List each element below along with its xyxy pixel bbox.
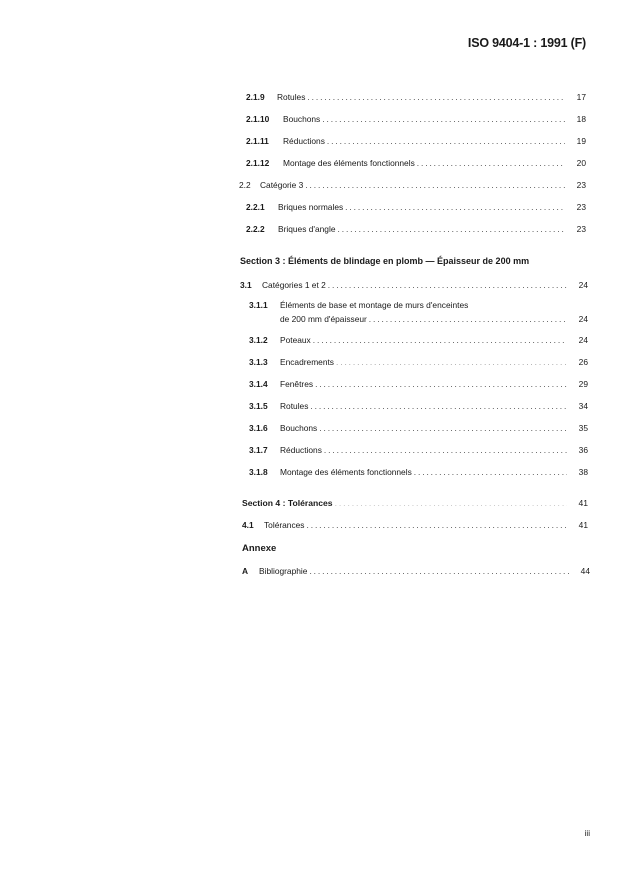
section-3-heading[interactable]: Section 3 : Éléments de blindage en plomb — Épaisseur de 200 mm xyxy=(240,256,530,266)
toc-entry-number: 4.1 xyxy=(242,520,254,530)
page-number: iii xyxy=(584,829,590,838)
toc-entry-number: 2.2 xyxy=(239,180,251,190)
toc-entry-3-1-8[interactable] xyxy=(0,465,622,479)
toc-entry-title: Catégories 1 et 2 xyxy=(262,280,326,290)
toc-entry-title: Briques normales xyxy=(278,202,344,212)
toc-entry-title: Fenêtres xyxy=(280,379,314,389)
toc-entry-page: 36 xyxy=(578,445,588,455)
toc-entry-2-1-10[interactable] xyxy=(0,112,622,126)
toc-entry-title: Catégorie 3 xyxy=(260,180,304,190)
toc-entry-2-2-1[interactable] xyxy=(0,200,622,214)
toc-entry-page: 41 xyxy=(578,498,588,508)
toc-entry-number: 2.2.2 xyxy=(246,224,265,234)
toc-entry-title: Rotules xyxy=(277,92,306,102)
toc-entry-title: Poteaux xyxy=(280,335,311,345)
toc-entry-title: Bouchons xyxy=(280,423,318,433)
toc-entry-title: Tolérances xyxy=(264,520,305,530)
toc-entry-page: 23 xyxy=(576,202,586,212)
toc-entry-3-1-3[interactable] xyxy=(0,355,622,369)
toc-entry-title-line1: Éléments de base et montage de murs d'enceintes xyxy=(280,300,469,310)
dot-leader xyxy=(305,178,565,192)
toc-entry-page: 23 xyxy=(576,180,586,190)
dot-leader xyxy=(414,465,567,479)
dot-leader xyxy=(335,496,567,510)
toc-entry-3-1-2[interactable] xyxy=(0,333,622,347)
toc-entry-page: 24 xyxy=(578,280,588,290)
dot-leader xyxy=(307,90,565,104)
toc-entry-page: 44 xyxy=(580,566,590,576)
dot-leader xyxy=(309,564,569,578)
toc-entry-number: A xyxy=(242,566,249,576)
dot-leader xyxy=(307,518,568,532)
toc-entry-3-1-6[interactable] xyxy=(0,421,622,435)
toc-entry-number: 3.1.1 xyxy=(249,300,268,310)
toc-entry-page: 24 xyxy=(578,335,588,345)
toc-entry-number: 2.2.1 xyxy=(246,202,265,212)
toc-entry-page: 26 xyxy=(578,357,588,367)
dot-leader xyxy=(328,278,567,292)
toc-entry-number: 2.1.10 xyxy=(246,114,270,124)
toc-entry-number: 3.1 xyxy=(240,280,252,290)
toc-entry-2-1-9[interactable] xyxy=(0,90,622,104)
toc-entry-number: 3.1.6 xyxy=(249,423,268,433)
section-4-heading[interactable] xyxy=(0,496,622,510)
toc-entry-title: Rotules xyxy=(280,401,309,411)
toc-entry-annex-a[interactable] xyxy=(0,564,622,578)
dot-leader xyxy=(324,443,567,457)
dot-leader xyxy=(327,134,565,148)
dot-leader xyxy=(315,377,567,391)
dot-leader xyxy=(345,200,565,214)
dot-leader xyxy=(313,333,567,347)
toc-entry-title: Réductions xyxy=(283,136,325,146)
toc-entry-2-2[interactable] xyxy=(0,178,622,192)
toc-entry-3-1-5[interactable] xyxy=(0,399,622,413)
dot-leader xyxy=(336,355,567,369)
toc-entry-4-1[interactable] xyxy=(0,518,622,532)
toc-entry-title: Bibliographie xyxy=(259,566,308,576)
toc-entry-2-1-11[interactable] xyxy=(0,134,622,148)
toc-entry-3-1-7[interactable] xyxy=(0,443,622,457)
toc-entry-number: 3.1.5 xyxy=(249,401,268,411)
toc-entry-title: Montage des éléments fonctionnels xyxy=(280,467,412,477)
toc-entry-3-1-4[interactable] xyxy=(0,377,622,391)
toc-entry-number: 2.1.11 xyxy=(246,136,269,146)
toc-entry-number: 3.1.8 xyxy=(249,467,268,477)
dot-leader xyxy=(369,312,567,326)
toc-entry-title: Réductions xyxy=(280,445,322,455)
toc-entry-title: Bouchons xyxy=(283,114,321,124)
dot-leader xyxy=(319,421,567,435)
toc-entry-title: Montage des éléments fonctionnels xyxy=(283,158,415,168)
dot-leader xyxy=(417,156,565,170)
annexe-heading: Annexe xyxy=(242,543,277,554)
document-reference: ISO 9404-1 : 1991 (F) xyxy=(467,36,586,50)
toc-entry-number: 3.1.2 xyxy=(249,335,268,345)
toc-entry-3-1-1[interactable] xyxy=(0,298,622,326)
dot-leader xyxy=(337,222,565,236)
toc-entry-page: 34 xyxy=(578,401,588,411)
toc-entry-page: 20 xyxy=(576,158,586,168)
toc-entry-number: 2.1.9 xyxy=(246,92,265,102)
toc-entry-number: 3.1.7 xyxy=(249,445,268,455)
toc-entry-page: 19 xyxy=(576,136,586,146)
toc-entry-3-1[interactable] xyxy=(0,278,622,292)
toc-entry-number: 3.1.4 xyxy=(249,379,268,389)
toc-entry-page: 35 xyxy=(578,423,588,433)
toc-entry-page: 23 xyxy=(576,224,586,234)
toc-entry-title: de 200 mm d'épaisseur xyxy=(280,314,367,324)
toc-entry-2-2-2[interactable] xyxy=(0,222,622,236)
toc-entry-title: Encadrements xyxy=(280,357,334,367)
toc-entry-2-1-12[interactable] xyxy=(0,156,622,170)
toc-entry-page: 29 xyxy=(578,379,588,389)
toc-entry-page: 17 xyxy=(576,92,586,102)
toc-entry-title: Briques d'angle xyxy=(278,224,336,234)
toc-entry-page: 38 xyxy=(578,467,588,477)
toc-entry-number: 3.1.3 xyxy=(249,357,268,367)
toc-entry-page: 18 xyxy=(576,114,586,124)
dot-leader xyxy=(310,399,567,413)
dot-leader xyxy=(322,112,565,126)
toc-entry-page: 41 xyxy=(578,520,588,530)
toc-entry-title: Section 4 : Tolérances xyxy=(242,498,333,508)
toc-entry-page: 24 xyxy=(578,314,588,324)
toc-entry-number: 2.1.12 xyxy=(246,158,270,168)
